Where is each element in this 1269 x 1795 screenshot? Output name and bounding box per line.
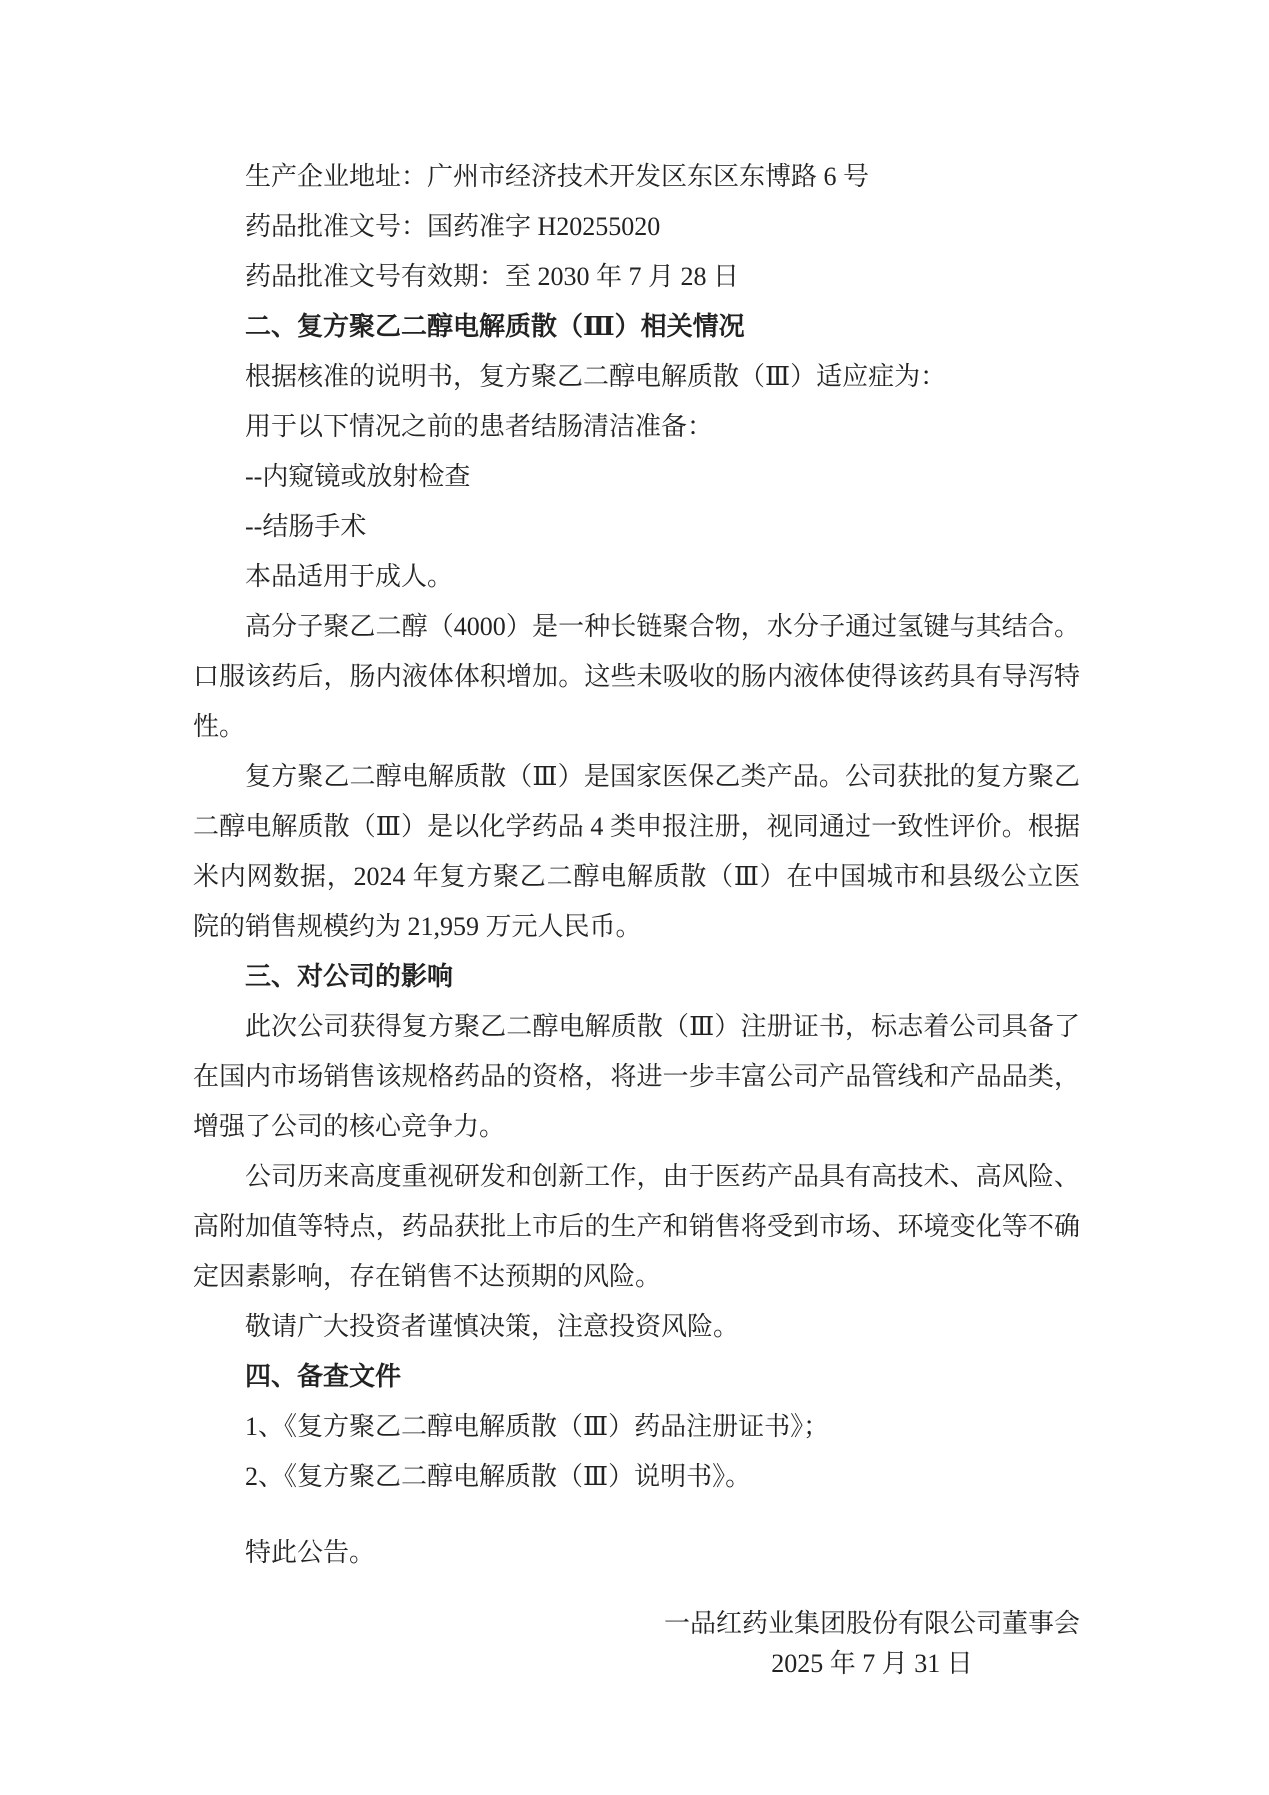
line-reference-doc-1: 1、《复方聚乙二醇电解质散（Ⅲ）药品注册证书》；: [245, 1412, 830, 1441]
section-heading-3: 三、对公司的影响: [245, 962, 454, 991]
line-reference-doc-2: 2、《复方聚乙二醇电解质散（Ⅲ）说明书》。: [245, 1462, 752, 1491]
line-endoscopy: --内窥镜或放射检查: [245, 462, 471, 491]
paragraph-peg-mechanism: 高分子聚乙二醇（4000）是一种长链聚合物，水分子通过氢键与其结合。口服该药后，肠内液体体积增加。这些未吸收的肠内液体使得该药具有导泻特性。: [193, 612, 1080, 741]
blank-line: [193, 1502, 1080, 1528]
signature-block: [664, 1604, 1080, 1684]
document-content: [193, 152, 1080, 1684]
line-approval-number: 药品批准文号：国药准字 H20255020: [245, 212, 661, 241]
paragraph-risk-statement: 公司历来高度重视研发和创新工作，由于医药产品具有高技术、高风险、高附加值等特点，药品获批上市后的生产和销售将受到市场、环境变化等不确定因素影响，存在销售不达预期的风险。: [193, 1162, 1080, 1291]
paragraph-company-impact: 此次公司获得复方聚乙二醇电解质散（Ⅲ）注册证书，标志着公司具备了在国内市场销售该规格药品的资格，将进一步丰富公司产品管线和产品品类，增强了公司的核心竞争力。: [193, 1012, 1080, 1141]
line-colon-cleansing: 用于以下情况之前的患者结肠清洁准备：: [245, 412, 714, 441]
section-heading-2: 二、复方聚乙二醇电解质散（Ⅲ）相关情况: [245, 312, 745, 341]
signature-date: 2025 年 7 月 31 日: [771, 1649, 973, 1678]
line-manufacturer-address: 生产企业地址：广州市经济技术开发区东区东博路 6 号: [245, 162, 870, 191]
paragraph-market-info: 复方聚乙二醇电解质散（Ⅲ）是国家医保乙类产品。公司获批的复方聚乙二醇电解质散（Ⅲ）是以化学药品 4 类申报注册，视同通过一致性评价。根据米内网数据，2024 年复方聚乙二醇电解质散（Ⅲ）在中国城市和县级公立医院的销售规模约为 21,959 万元人民币。: [193, 762, 1080, 941]
line-investor-caution: 敬请广大投资者谨慎决策，注意投资风险。: [245, 1312, 740, 1341]
signature-company: 一品红药业集团股份有限公司董事会: [663, 1609, 1080, 1638]
section-heading-4: 四、备查文件: [245, 1362, 402, 1391]
line-colon-surgery: --结肠手术: [245, 512, 367, 541]
line-indications-intro: 根据核准的说明书，复方聚乙二醇电解质散（Ⅲ）适应症为：: [245, 362, 947, 391]
line-adults-only: 本品适用于成人。: [245, 562, 454, 591]
line-approval-validity: 药品批准文号有效期：至 2030 年 7 月 28 日: [245, 262, 740, 291]
line-announcement-closing: 特此公告。: [245, 1538, 376, 1567]
